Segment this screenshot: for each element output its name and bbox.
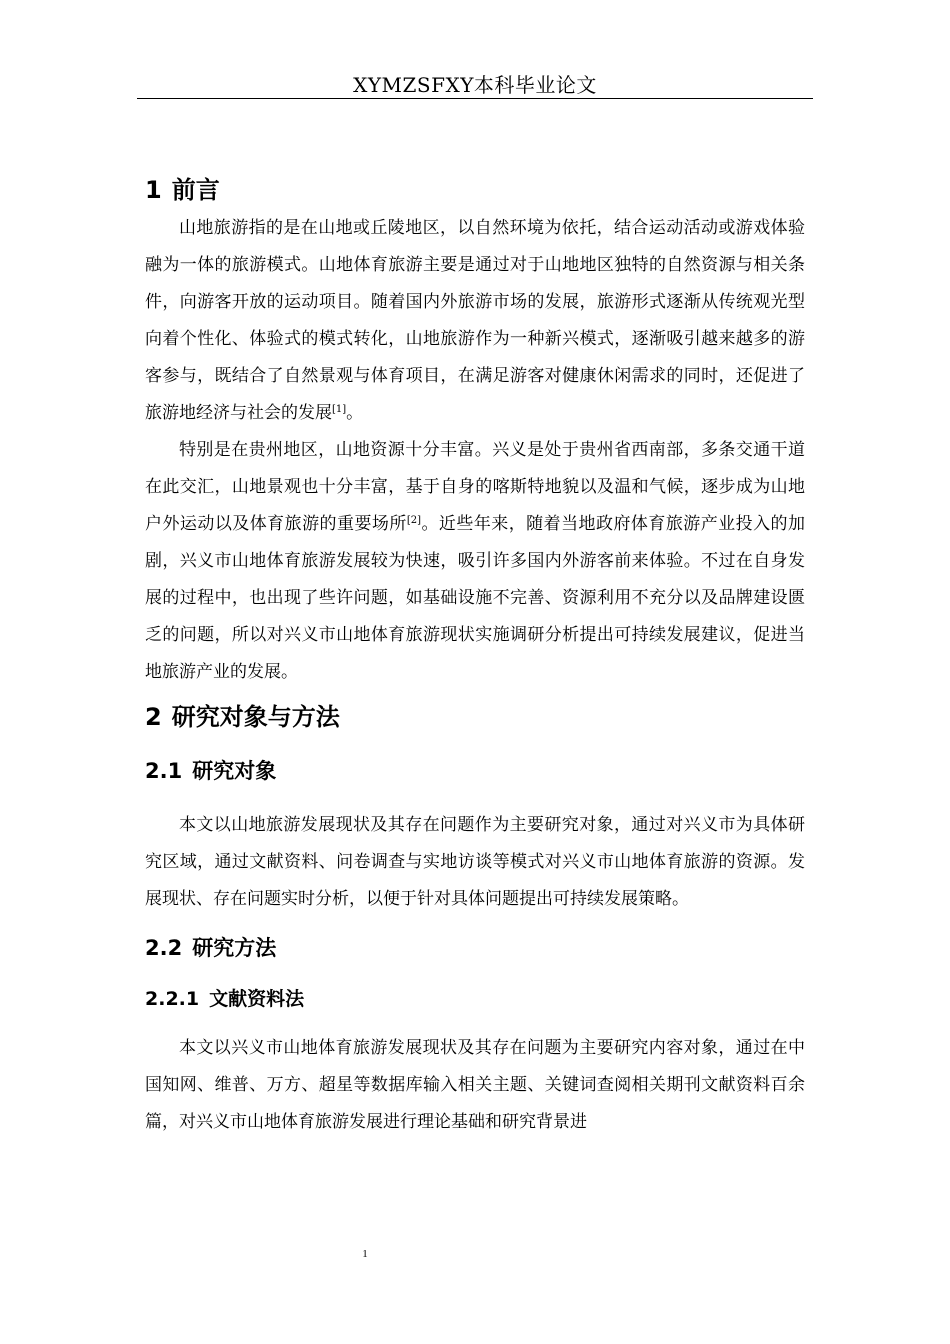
citation: [1]: [332, 404, 347, 415]
section-heading-2-2: [145, 932, 805, 964]
paragraph: 本文以山地旅游发展现状及其存在问题作为主要研究对象，通过对兴义市为具体研究区域，通过文献资料、问卷调查与实地访谈等模式对兴义市山地体育旅游的资源。发展现状、存在问题实时分析，以便于针对具体问题提出可持续发展策略。: [145, 815, 805, 909]
section-number: 2: [145, 703, 162, 731]
section-number: 2.2.1: [145, 988, 200, 1010]
section-heading-1: [145, 172, 805, 208]
section-title: 研究对象: [192, 759, 277, 783]
section-title: 文献资料法: [209, 988, 305, 1010]
section-title: 研究对象与方法: [171, 703, 340, 731]
paragraph-text: 特别是在贵州地区，山地资源十分丰富。兴义是处于贵州省西南部，多条交通干道在此交汇，山地景观也十分丰富，基于自身的喀斯特地貌以及温和气候，逐步成为山地户外运动以及体育旅游的重要场所: [145, 440, 805, 534]
section-heading-2: [145, 699, 805, 735]
paragraph: [145, 210, 805, 432]
section-heading-2-2-1: [145, 984, 805, 1014]
section-number: 2.1: [145, 759, 183, 783]
section-title: 前言: [171, 176, 220, 204]
section-heading-2-1: [145, 755, 805, 787]
section-title: 研究方法: [192, 936, 277, 960]
paragraph-text: 山地旅游指的是在山地或丘陵地区，以自然环境为依托，结合运动活动或游戏体验融为一体的旅游模式。山地体育旅游主要是通过对于山地地区独特的自然资源与相关条件，向游客开放的运动项目。随着国内外旅游市场的发展，旅游形式逐渐从传统观光型向着个性化、体验式的模式转化，山地旅游作为一种新兴模式，逐渐吸引越来越多的游客参与，既结合了自然景观与体育项目，在满足游客对健康休闲需求的同时，还促进了旅游地经济与社会的发展: [145, 218, 805, 423]
section-number: 1: [145, 176, 162, 204]
paragraph: [145, 432, 805, 691]
document-body: [145, 172, 805, 1141]
paragraph-tail: 。近些年来，随着当地政府体育旅游产业投入的加剧，兴义市山地体育旅游发展较为快速，吸引许多国内外游客前来体验。不过在自身发展的过程中，也出现了些许问题，如基础设施不完善、资源利用不充分以及品牌建设匮乏的问题，所以对兴义市山地体育旅游现状实施调研分析提出可持续发展建议，促进当地旅游产业的发展。: [145, 514, 806, 682]
section-number: 2.2: [145, 936, 183, 960]
page-number: 1: [362, 1248, 368, 1260]
header-divider: [137, 98, 813, 99]
paragraph: 本文以兴义市山地体育旅游发展现状及其存在问题为主要研究内容对象，通过在中国知网、维普、万方、超星等数据库输入相关主题、关键词查阅相关期刊文献资料百余篇，对兴义市山地体育旅游发展进行理论基础和研究背景进: [145, 1038, 805, 1132]
paragraph-tail: 。: [346, 403, 364, 423]
citation: [2]: [406, 515, 421, 526]
page-header-title: XYMZSFXY本科毕业论文: [353, 73, 597, 97]
